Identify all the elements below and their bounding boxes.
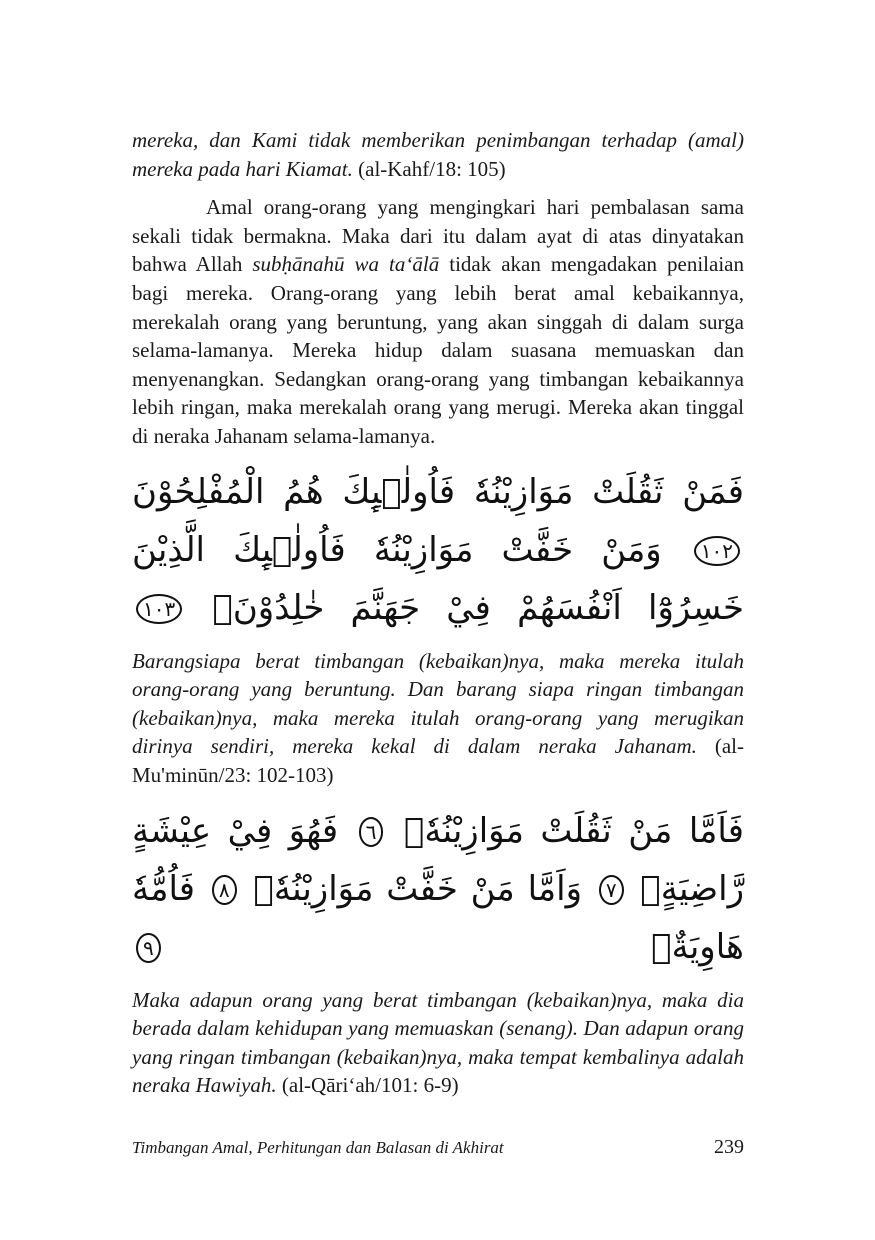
ayah-number-marker: ١٠٣ (136, 594, 182, 624)
quote-kahf-translation: mereka, dan Kami tidak memberikan penimbangan terhadap (amal) mereka pada hari Kiamat. (132, 128, 744, 181)
running-head: Timbangan Amal, Perhitungan dan Balasan di Akhirat (132, 1138, 504, 1157)
quote-kahf (132, 126, 744, 183)
body-honorific: subḥānahū wa ta‘ālā (252, 252, 440, 277)
ayah-number-marker: ٨ (212, 875, 237, 905)
page-content (132, 126, 744, 1100)
quote-kahf-citation: (al-Kahf/18: 105) (358, 156, 506, 181)
translation-muminun-text: Barangsiapa berat timbangan (kebaikan)nya, maka mereka itulah orang-orang yang beruntung. Dan barang siapa ringan timbangan (kebaikan)nya, maka mereka itulah orang-orang yang merugikan dirinya sendiri, mereka kekal di dalam neraka Jahanam. (132, 648, 744, 759)
ayah-number-marker: ٩ (136, 933, 161, 963)
arabic-verse-text: وَاَمَّا (527, 868, 582, 909)
body-paragraph (132, 193, 744, 450)
arabic-verse-text: فَاُمُّهٗ هَاوِيَةٌۗ (132, 868, 744, 967)
arabic-verse-qariah (132, 802, 744, 976)
ayah-number-marker: ٧ (599, 875, 624, 905)
translation-qariah-citation: (al-Qāri‘ah/101: 6-9) (281, 1073, 459, 1098)
page-number: 239 (714, 1136, 744, 1158)
translation-qariah-text: Maka adapun orang yang berat timbangan (kebaikan)nya, maka dia berada dalam kehidupan yang memuaskan (senang). Dan adapun orang yang ringan timbangan (kebaikan)nya, maka tempat kembalinya adalah neraka Hawiyah. (132, 987, 744, 1098)
arabic-verse-text: فَاُولٰۤىِٕكَ الَّذِيْنَ خَسِرُوْٓا اَنْفُسَهُمْ فِيْ جَهَنَّمَ خٰلِدُوْنَۚ (132, 529, 744, 628)
body-text-part1: Amal orang-orang yang mengingkari hari pembalasan sama sekali tidak bermakna. Maka dari itu dalam ayat di atas dinyatakan bahwa Allah (132, 195, 744, 277)
page-footer (132, 1136, 744, 1159)
body-text-part2: tidak akan mengadakan penilaian bagi mereka. Orang-orang yang lebih berat amal kebaikannya, merekalah orang yang beruntung, yang akan singgah di dalam surga selama-lamanya. Mereka hidup dalam suasana memuaskan dan menyenangkan. Sedangkan orang-orang yang timbangan kebaikannya lebih ringan, maka merekalah orang yang merugi. Mereka akan tinggal di neraka Jahanam selama-lamanya. (132, 252, 744, 448)
translation-muminun (132, 647, 744, 790)
arabic-verse-text: مَنْ خَفَّتْ مَوَازِيْنُهٗۙ (253, 868, 515, 909)
arabic-verse-muminun (132, 463, 744, 637)
ayah-number-marker: ١٠٢ (694, 536, 740, 566)
translation-muminun-citation: (al-Mu'minūn/23: 102-103) (132, 734, 745, 787)
translation-qariah (132, 986, 744, 1100)
arabic-verse-text: وَمَنْ خَفَّتْ مَوَازِيْنُهٗ (373, 529, 662, 570)
arabic-verse-text: فَاَمَّا مَنْ ثَقُلَتْ مَوَازِيْنُهٗۙ (403, 810, 744, 851)
arabic-verse-text: فَهُوَ فِيْ عِيْشَةٍ رَّاضِيَةٍۗ (132, 810, 745, 909)
ayah-number-marker: ٦ (359, 817, 384, 847)
arabic-verse-text: فَمَنْ ثَقُلَتْ مَوَازِيْنُهٗ فَاُولٰۤىِٕكَ هُمُ الْمُفْلِحُوْنَ (132, 471, 744, 512)
